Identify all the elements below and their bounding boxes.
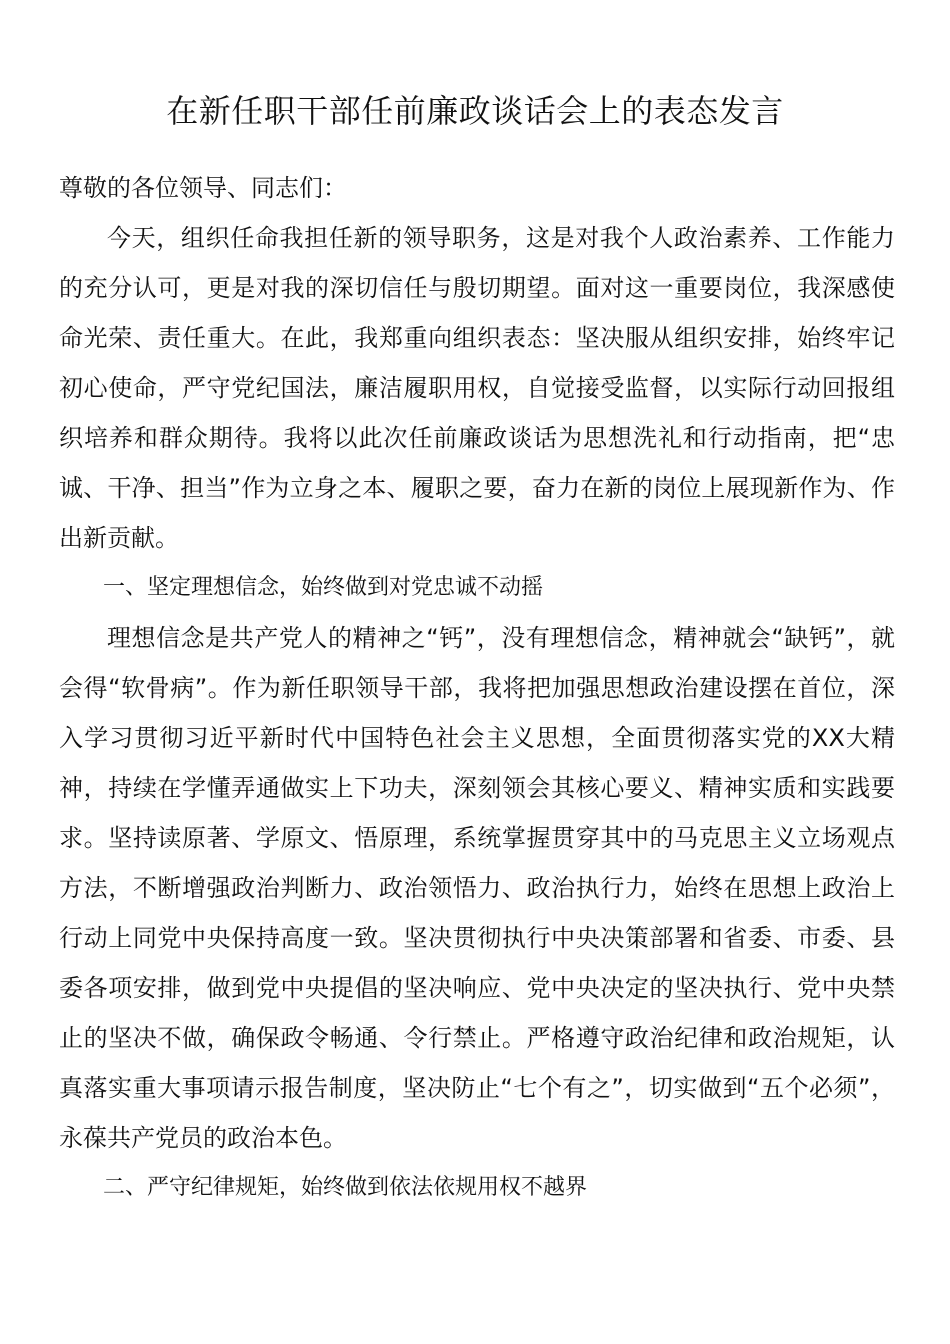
document-body <box>59 163 895 1213</box>
section-heading-2: 二、严守纪律规矩，始终做到依法依规用权不越界 <box>103 1175 588 1200</box>
section-heading-1: 一、坚定理想信念，始终做到对党忠诚不动摇 <box>103 575 544 600</box>
paragraph-section-1: 理想信念是共产党人的精神之“钙”，没有理想信念，精神就会“缺钙”，就会得“软骨病”。作为新任职领导干部，我将把加强思想政治建设摆在首位，深入学习贯彻习近平新时代中国特色社会主义思想，全面贯彻落实党的XX大精神，持续在学懂弄通做实上下功夫，深刻领会其核心要义、精神实质和实践要求。坚持读原著、学原文、悟原理，系统掌握贯穿其中的马克思主义立场观点方法，不断增强政治判断力、政治领悟力、政治执行力，始终在思想上政治上行动上同党中央保持高度一致。坚决贯彻执行中央决策部署和省委、市委、县委各项安排，做到党中央提倡的坚决响应、党中央决定的坚决执行、党中央禁止的坚决不做，确保政令畅通、令行禁止。严格遵守政治纪律和政治规矩，认真落实重大事项请示报告制度，坚决防止“七个有之”，切实做到“五个必须”，永葆共产党员的政治本色。 <box>59 624 895 1152</box>
paragraph-intro: 今天，组织任命我担任新的领导职务，这是对我个人政治素养、工作能力的充分认可，更是对我的深切信任与殷切期望。面对这一重要岗位，我深感使命光荣、责任重大。在此，我郑重向组织表态：坚决服从组织安排，始终牢记初心使命，严守党纪国法，廉洁履职用权，自觉接受监督，以实际行动回报组织培养和群众期待。我将以此次任前廉政谈话为思想洗礼和行动指南，把“忠诚、干净、担当”作为立身之本、履职之要，奋力在新的岗位上展现新作为、作出新贡献。 <box>59 224 895 552</box>
document-title: 在新任职干部任前廉政谈话会上的表态发言 <box>166 92 784 131</box>
salutation: 尊敬的各位领导、同志们： <box>59 174 347 202</box>
